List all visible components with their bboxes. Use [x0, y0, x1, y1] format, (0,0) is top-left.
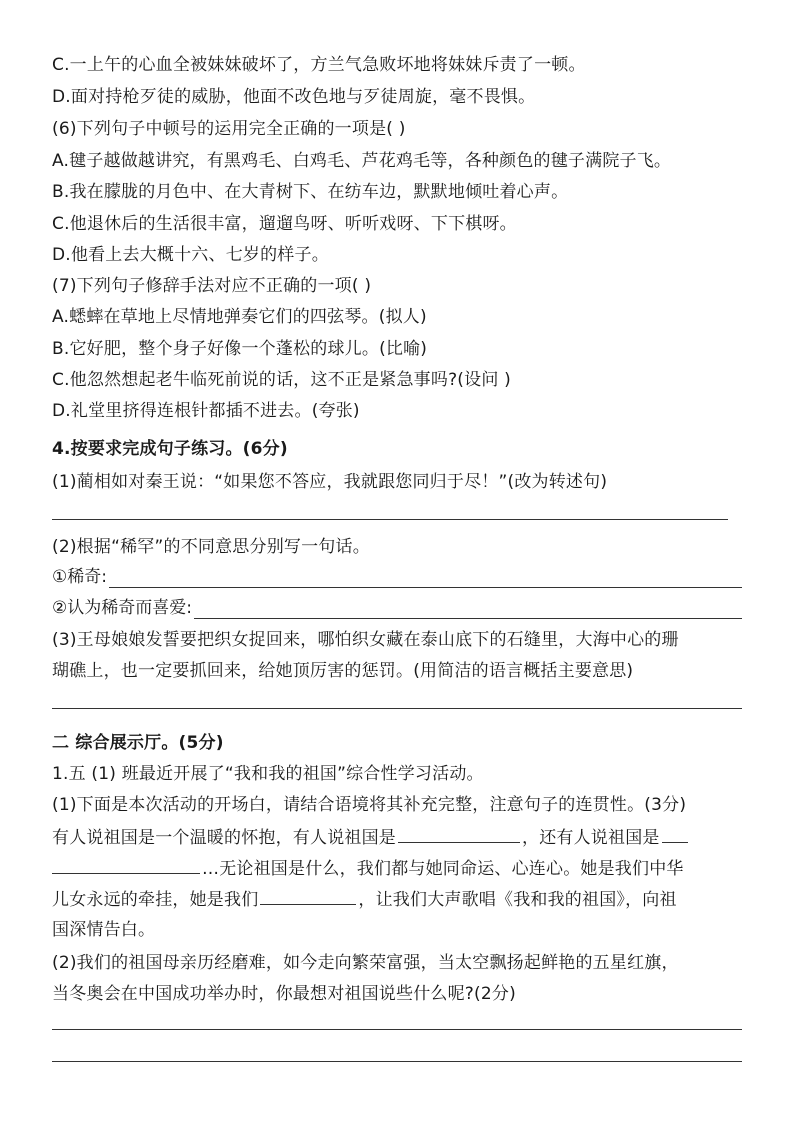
q6-option-d: D.他看上去大概十六、七岁的样子。 [52, 245, 329, 265]
s4-q2a-label: ①稀奇: [52, 567, 107, 587]
s4-question-2: (2)根据“稀罕”的不同意思分别写一句话。 [52, 537, 370, 557]
s2-para-line3 [52, 888, 677, 911]
s2-para-text-b: ，还有人说祖国是 [522, 828, 660, 848]
q6-option-b: B.我在朦胧的月色中、在大青树下、在纺车边，默默地倾吐着心声。 [52, 182, 569, 202]
s4-q2a-row [52, 566, 742, 588]
s4-q1-answer-line[interactable] [52, 519, 728, 520]
fill-blank-2-start[interactable] [662, 826, 688, 843]
s2-para-text-c: …无论祖国是什么，我们都与她同命运、心连心。她是我们中华 [202, 859, 684, 879]
s4-q2b-row [52, 597, 742, 619]
option-c-line: C.一上午的心血全被妹妹破坏了，方兰气急败坏地将妹妹斥责了一顿。 [52, 55, 586, 75]
s2-question-1: (1)下面是本次活动的开场白，请结合语境将其补充完整，注意句子的连贯性。(3分) [52, 795, 687, 815]
question-6: (6)下列句子中顿号的运用完全正确的一项是( ) [52, 119, 406, 139]
s4-q2a-answer-line[interactable] [109, 569, 742, 588]
q7-option-c: C.他忽然想起老牛临死前说的话，这不正是紧急事吗?(设问 ) [52, 370, 511, 390]
q7-option-b: B.它好肥，整个身子好像一个蓬松的球儿。(比喻) [52, 339, 428, 359]
section-2-title: 二 综合展示厅。(5分) [52, 733, 224, 753]
s2-para-line1 [52, 826, 690, 849]
section-4-title: 4.按要求完成句子练习。(6分) [52, 439, 288, 459]
q6-option-a: A.毽子越做越讲究，有黑鸡毛、白鸡毛、芦花鸡毛等，各种颜色的毽子满院子飞。 [52, 151, 672, 171]
q7-option-a: A.蟋蟀在草地上尽情地弹奏它们的四弦琴。(拟人) [52, 307, 427, 327]
question-7: (7)下列句子修辞手法对应不正确的一项( ) [52, 276, 372, 296]
s4-question-3-line1: (3)王母娘娘发誓要把织女捉回来，哪怕织女藏在泰山底下的石缝里，大海中心的珊 [52, 630, 679, 650]
s4-q2b-answer-line[interactable] [194, 600, 742, 619]
s2-q2-answer-line-1[interactable] [52, 1029, 742, 1030]
q7-option-d: D.礼堂里挤得连根针都插不进去。(夸张) [52, 401, 360, 421]
option-d-line: D.面对持枪歹徒的威胁，他面不改色地与歹徒周旋，毫不畏惧。 [52, 87, 536, 107]
s2-question-2-line2: 当冬奥会在中国成功举办时，你最想对祖国说些什么呢?(2分) [52, 984, 516, 1004]
q6-option-c: C.他退休后的生活很丰富，遛遛鸟呀、听听戏呀、下下棋呀。 [52, 214, 517, 234]
s4-q3-answer-line[interactable] [52, 708, 742, 709]
fill-blank-2[interactable] [52, 857, 200, 874]
s2-para-text-d: 儿女永远的牵挂，她是我们 [52, 890, 259, 910]
fill-blank-3[interactable] [260, 888, 356, 905]
s2-para-text-e: ，让我们大声歌唱《我和我的祖国》，向祖 [358, 890, 677, 910]
s4-question-1: (1)蔺相如对秦王说：“如果您不答应，我就跟您同归于尽！”(改为转述句) [52, 472, 608, 492]
s2-question-2-line1: (2)我们的祖国母亲历经磨难，如今走向繁荣富强，当太空飘扬起鲜艳的五星红旗， [52, 953, 679, 973]
fill-blank-1[interactable] [398, 826, 520, 843]
s2-para-line4: 国深情告白。 [52, 920, 156, 940]
s4-q2b-label: ②认为稀奇而喜爱: [52, 598, 192, 618]
s2-para-text-a: 有人说祖国是一个温暖的怀抱，有人说祖国是 [52, 828, 396, 848]
s2-para-line2 [52, 857, 684, 880]
s2-q2-answer-line-2[interactable] [52, 1061, 742, 1062]
s2-intro: 1.五 (1) 班最近开展了“我和我的祖国”综合性学习活动。 [52, 764, 484, 784]
s4-question-3-line2: 瑚礁上，也一定要抓回来，给她顶厉害的惩罚。(用简洁的语言概括主要意思) [52, 661, 634, 681]
